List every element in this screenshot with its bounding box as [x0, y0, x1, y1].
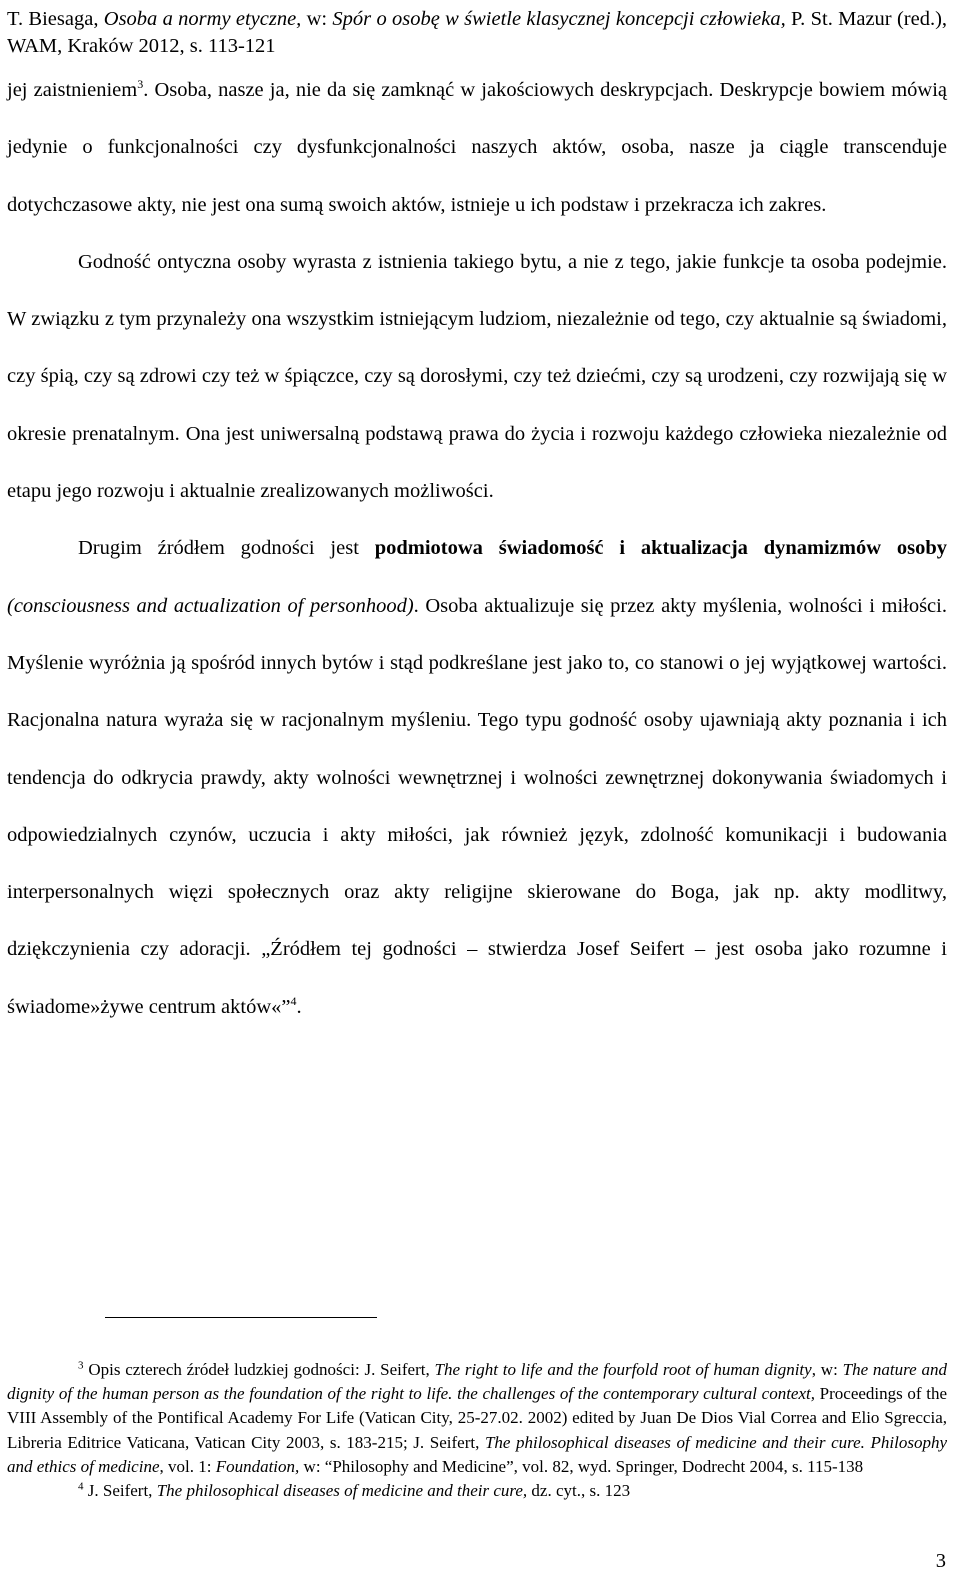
citation-header	[7, 6, 947, 60]
footnote-3-text-1: Opis czterech źródeł ludzkiej godności: J. Seifert,	[83, 1360, 435, 1379]
paragraph-2: Godność ontyczna osoby wyrasta z istnienia takiego bytu, a nie z tego, jakie funkcje ta osoba podejmie. W związku z tym przynależy ona wszystkim istniejącym ludziom, niezależnie od tego, czy aktualnie są świadomi, czy śpią, czy są zdrowi czy też w śpiączce, czy są dorosłymi, czy też dziećmi, czy są urodzeni, czy rozwijają się w okresie prenatalnym. Ona jest uniwersalną podstawą prawa do życia i rozwoju każdego człowieka niezależnie od etapu jego rozwoju i aktualnie zrealizowanych możliwości.	[7, 250, 947, 503]
paragraph-3-text-b: . Osoba aktualizuje się przez akty myślenia, wolności i miłości. Myślenie wyróżnia ją spośród innych bytów i stąd podkreślane jest jako to, co stanowi o jej wyjątkowej wartości. Racjonalna natura wyraża się w racjonalnym myśleniu. Tego typu godność osoby ujawniają akty poznania i ich tendencja do odkrycia prawdy, akty wolności wewnętrznej i wolności zewnętrznej dokonywania świadomych i odpowiedzialnych czynów, uczucia i akty miłości, jak również język, zdolność komunikacji i budowania interpersonalnych więzi społecznych oraz akty religijne skierowane do Boga, jak np. akty modlitwy, dziękczynienia czy adoracji. „Źródłem tej godności – stwierdza Josef Seifert – jest osoba jako rozumne i świadome»żywe centrum aktów«”	[7, 594, 947, 1018]
footnote-3-italic-3: The philosophical diseases of medicine and their cure. Philosophy and ethics of medicine	[7, 1432, 947, 1476]
header-publication: P. St. Mazur (red.), WAM, Kraków 2012, s. 113-121	[7, 8, 948, 57]
footnote-4-text-2: dz. cyt., s. 123	[527, 1481, 631, 1501]
header-book-title: Spór o osobę w świetle klasycznej koncepcji człowieka,	[332, 8, 786, 30]
paragraph-3	[7, 520, 947, 1036]
footnote-4-text-1: J. Seifert,	[83, 1481, 157, 1501]
footnote-ref-4[interactable]: 4	[290, 993, 297, 1008]
page-number: 3	[935, 1550, 946, 1572]
footnote-3-italic-2: The nature and dignity of the human person as the foundation of the right to life. the challenges of the contemporary cultural context,	[7, 1360, 947, 1404]
paragraph-1-text-a: jej zaistnieniem	[7, 79, 138, 101]
paragraph-3-text-c: .	[296, 995, 302, 1018]
paragraph-1-text-b: . Osoba, nasze ja, nie da się zamknąć w jakościowych deskrypcjach. Deskrypcje bowiem mówią jedynie o funkcjonalności czy dysfunkcjonalności naszych aktów, osoba, nasze ja ciągle transcenduje dotychczasowe akty, nie jest ona sumą swoich aktów, istnieje u ich podstaw i przekracza ich zakres.	[7, 79, 947, 216]
footnotes	[7, 1358, 947, 1503]
footnote-3-text-5: w: “Philosophy and Medicine”, vol. 82, wyd. Springer, Dodrecht 2004, s. 115-138	[299, 1456, 864, 1476]
main-text	[7, 62, 947, 1036]
footnote-3-italic-1: The right to life and the fourfold root of human dignity	[434, 1360, 812, 1379]
paragraph-3-italic-phrase: (consciousness and actualization of personhood)	[7, 594, 414, 617]
footnote-3-italic-4: Foundation,	[215, 1456, 300, 1476]
footnote-ref-3[interactable]: 3	[137, 77, 144, 92]
footnote-3-number: 3	[78, 1359, 84, 1372]
footnote-4	[7, 1479, 947, 1503]
footnote-3-text-2: , w:	[811, 1360, 843, 1379]
footnote-3	[7, 1358, 947, 1479]
paragraph-3-text-a: Drugim źródłem godności jest	[78, 537, 375, 560]
footnote-3-text-4: , vol. 1:	[159, 1456, 216, 1476]
header-author: T. Biesaga,	[7, 8, 99, 30]
footnote-4-number: 4	[78, 1480, 84, 1493]
footnote-4-italic-1: The philosophical diseases of medicine and their cure,	[156, 1481, 528, 1501]
footnote-separator	[105, 1317, 377, 1318]
paragraph-3-bold-phrase: podmiotowa świadomość i aktualizacja dynamizmów osoby	[374, 537, 947, 560]
header-title: Osoba a normy etyczne,	[103, 8, 302, 30]
header-in-label: w:	[301, 8, 333, 30]
paragraph-1	[7, 62, 947, 234]
footnote-3-text-3: Proceedings of the VIII Assembly of the Pontifical Academy For Life (Vatican City, 25-27.02. 2002) edited by Juan De Dios Vial Correa and Elio Sgreccia, Libreria Editrice Vaticana, Vatican City 2003, s. 183-215; J. Seifert,	[7, 1384, 948, 1452]
